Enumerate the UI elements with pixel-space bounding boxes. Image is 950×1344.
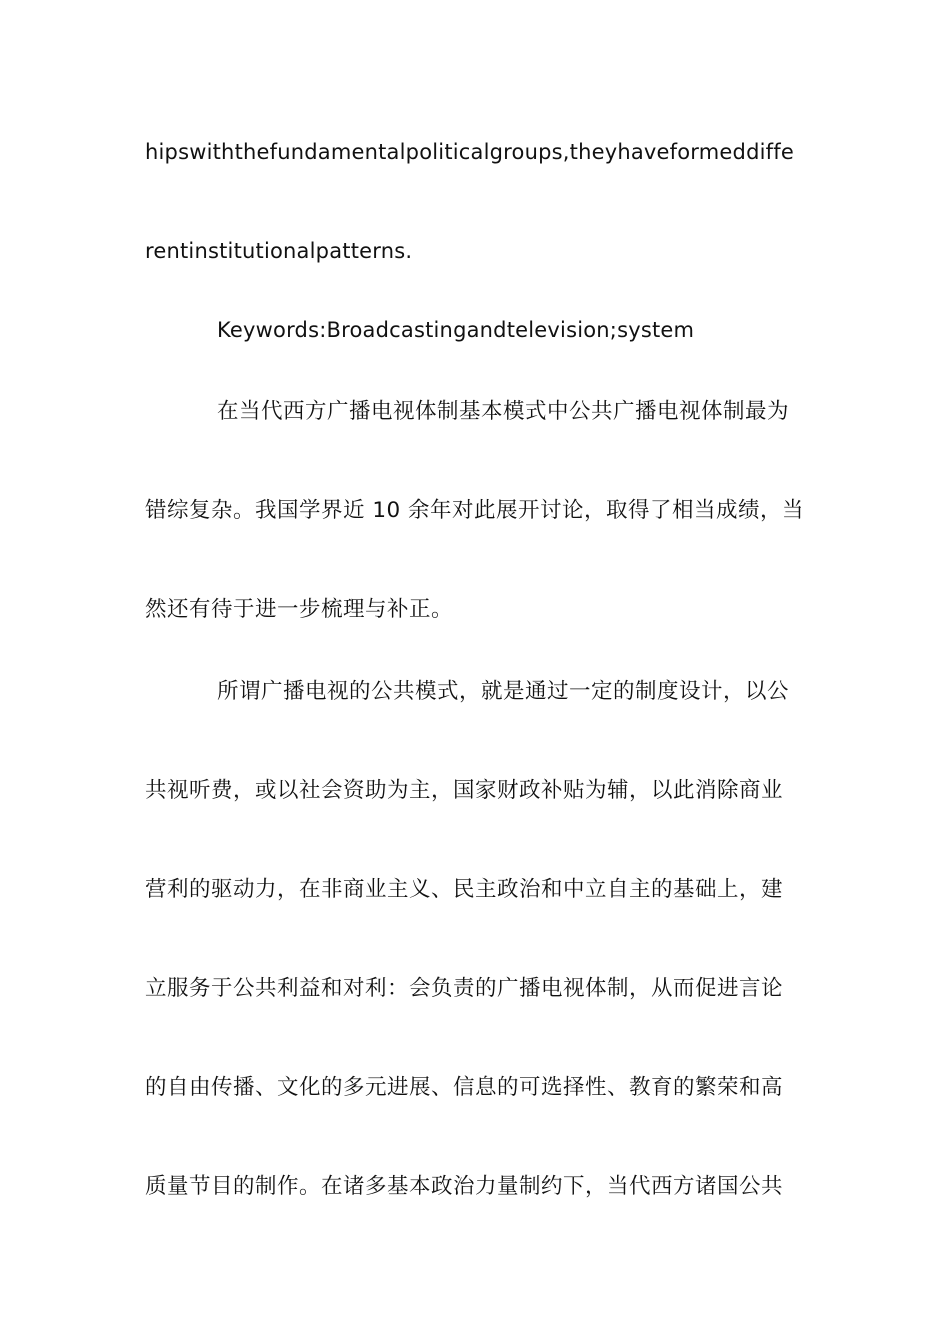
paragraph-2-line-5: 的自由传播、文化的多元进展、信息的可选择性、教育的繁荣和高 bbox=[145, 1075, 784, 1100]
abstract-line-1: hipswiththefundamentalpoliticalgroups,theyhaveformeddiffe bbox=[145, 140, 794, 164]
paragraph-2-line-3: 营利的驱动力，在非商业主义、民主政治和中立自主的基础上，建 bbox=[145, 877, 784, 902]
paragraph-2-line-6: 质量节目的制作。在诸多基本政治力量制约下，当代西方诸国公共 bbox=[145, 1174, 784, 1199]
paragraph-2-line-4: 立服务于公共利益和对利：会负责的广播电视体制，从而促进言论 bbox=[145, 976, 784, 1001]
paragraph-1-line-2: 错综复杂。我国学界近 10 余年对此展开讨论，取得了相当成绩，当 bbox=[145, 498, 805, 523]
paragraph-2-line-1: 所谓广播电视的公共模式，就是通过一定的制度设计，以公 bbox=[217, 679, 790, 704]
paragraph-1-line-3: 然还有待于进一步梳理与补正。 bbox=[145, 597, 454, 622]
abstract-line-2: rentinstitutionalpatterns. bbox=[145, 239, 413, 263]
keywords-line: Keywords:Broadcastingandtelevision;system bbox=[217, 318, 695, 342]
paragraph-1-line-1: 在当代西方广播电视体制基本模式中公共广播电视体制最为 bbox=[217, 399, 790, 424]
paragraph-2-line-2: 共视听费，或以社会资助为主，国家财政补贴为辅，以此消除商业 bbox=[145, 778, 784, 803]
